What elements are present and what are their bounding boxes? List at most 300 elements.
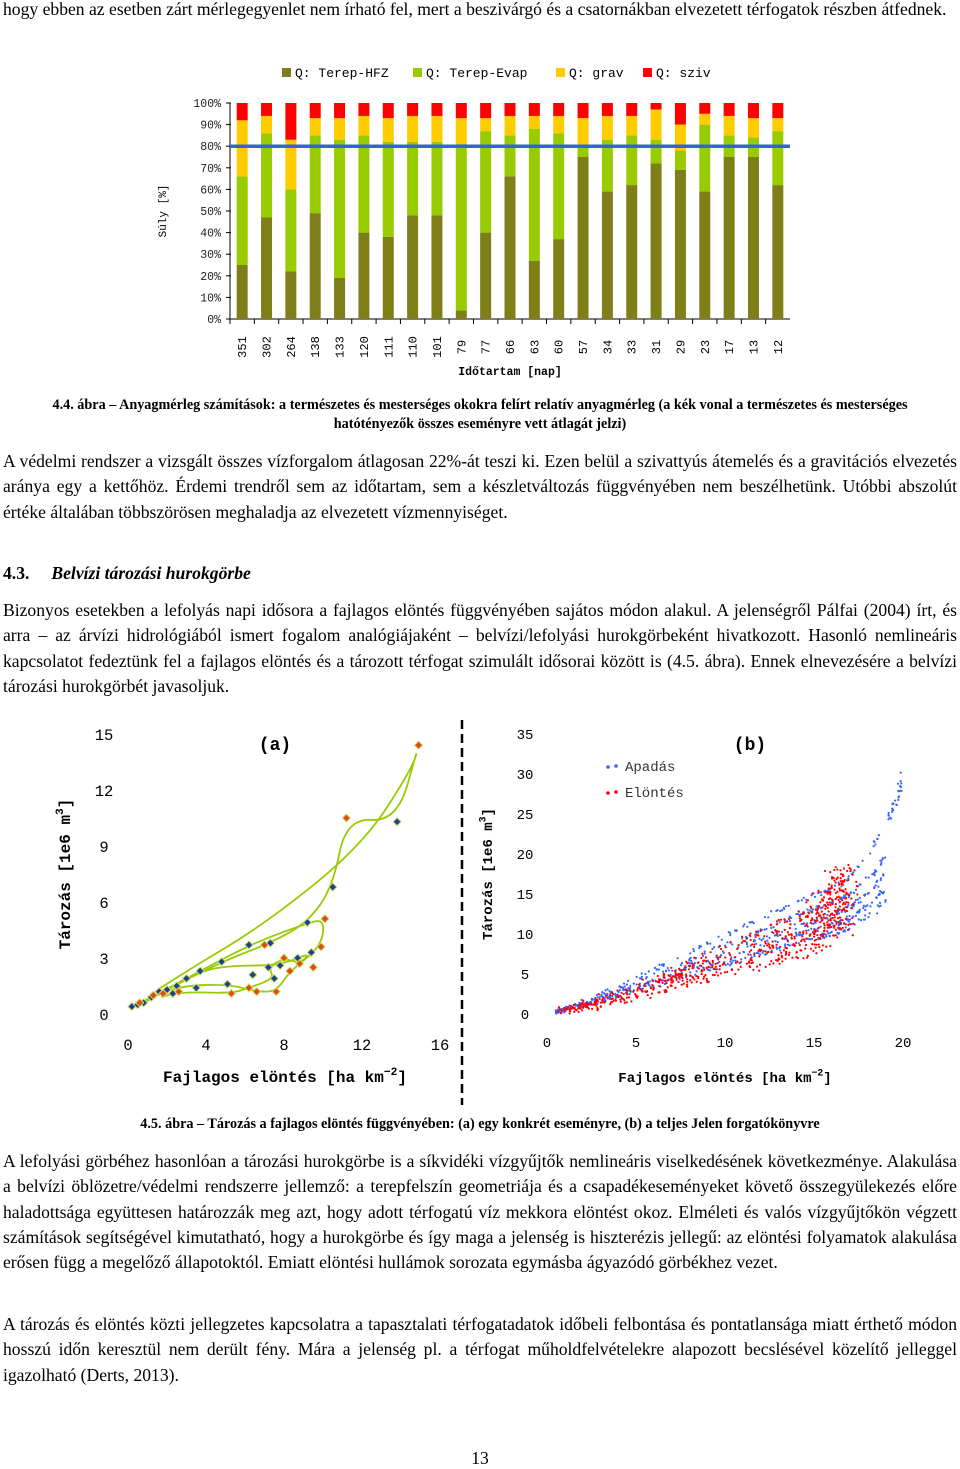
elontes-point [781,960,783,962]
elontes-point [836,913,838,915]
elontes-point [783,949,785,951]
elontes-point [831,898,833,900]
elontes-point [663,977,665,979]
elontes-point [685,961,687,963]
elontes-point [622,998,624,1000]
elontes-point [596,1007,598,1009]
bar-segment [407,142,418,215]
y-tick-label: 30% [200,249,221,263]
elontes-point [652,980,654,982]
elontes-point [845,918,847,920]
bar-segment [285,103,296,140]
bar-segment [383,118,394,142]
elontes-point [768,944,770,946]
apadas-point [692,948,694,950]
elontes-point [829,871,831,873]
elontes-point [807,925,809,927]
apadas-point [770,927,772,929]
elontes-point [765,942,767,944]
elontes-point [719,968,721,970]
apadas-point [636,976,638,978]
elontes-point [825,905,827,907]
elontes-point [838,895,840,897]
x-tick-label: 120 [357,336,372,358]
bar-segment [334,118,345,140]
x-tick-label: 13 [747,339,762,355]
elontes-point [594,1003,596,1005]
apadas-point [820,891,822,893]
apadas-point [704,952,706,954]
elontes-point [839,917,841,919]
apadas-point [681,962,683,964]
elontes-point [781,938,783,940]
apadas-point [785,905,787,907]
apadas-point [711,948,713,950]
elontes-point [731,968,733,970]
apadas-point [680,964,682,966]
bar-segment [237,120,248,176]
x-tick-label: 34 [601,339,616,355]
bar-segment [553,239,564,319]
apadas-point [702,955,704,957]
elontes-point [604,1001,606,1003]
elontes-point [814,943,816,945]
elontes-point [578,1011,580,1013]
bar-segment [578,103,589,118]
apadas-point [753,939,755,941]
elontes-point [574,1007,576,1009]
elontes-point [827,904,829,906]
apadas-point [734,929,736,931]
x-tick-label: 60 [552,339,567,355]
elontes-point [598,993,600,995]
elontes-point [712,960,714,962]
elontes-point [737,944,739,946]
elontes-point [573,1011,575,1013]
bar-segment [285,189,296,271]
elontes-point [815,908,817,910]
elontes-point [614,998,616,1000]
bar-segment [675,170,686,319]
elontes-point [769,947,771,949]
elontes-point [755,930,757,932]
elontes-point [681,977,683,979]
x-tick-label: 302 [260,336,275,358]
bar-segment [699,114,710,125]
bar-segment [553,133,564,239]
elontes-point [642,979,644,981]
elontes-point [815,947,817,949]
apadas-point [845,926,847,928]
elontes-point [840,877,842,879]
elontes-point [842,884,844,886]
elontes-point [671,985,673,987]
elontes-point [729,954,731,956]
storage-loop-chart-a [0,720,460,1105]
x-tick-label: 57 [577,339,592,355]
elontes-point [833,919,835,921]
apadas-point [875,881,877,883]
apadas-point [734,960,736,962]
elontes-point [828,910,830,912]
x-tick-label: 4 [201,1037,211,1055]
apadas-point [656,968,658,970]
elontes-point [851,907,853,909]
apadas-point [662,970,664,972]
apadas-point [806,908,808,910]
apadas-point [696,970,698,972]
elontes-point [705,960,707,962]
elontes-point [638,984,640,986]
elontes-point [805,938,807,940]
data-point-red [253,988,261,996]
elontes-point [810,905,812,907]
x-tick-label: 138 [309,336,324,358]
elontes-point [781,955,783,957]
bar-segment [237,103,248,120]
elontes-point [670,967,672,969]
elontes-point [626,1001,628,1003]
elontes-point [819,914,821,916]
apadas-point [892,802,894,804]
elontes-point [827,927,829,929]
apadas-point [726,941,728,943]
elontes-point [809,935,811,937]
elontes-point [846,870,848,872]
elontes-point [803,922,805,924]
bar-segment [651,103,662,109]
bar-segment [456,144,467,310]
elontes-point [805,901,807,903]
apadas-point [619,989,621,991]
apadas-point [658,969,660,971]
apadas-point [807,929,809,931]
apadas-point [858,866,860,868]
bar-segment [772,103,783,118]
elontes-point [641,990,643,992]
elontes-point [836,891,838,893]
apadas-point [755,943,757,945]
elontes-point [616,990,618,992]
bar-segment [285,271,296,319]
bar-segment [626,135,637,185]
elontes-point [778,919,780,921]
apadas-point [843,894,845,896]
elontes-point [659,985,661,987]
apadas-point [894,799,896,801]
apadas-point [774,940,776,942]
elontes-point [759,964,761,966]
elontes-point [734,973,736,975]
section-title: Belvízi tározási hurokgörbe [51,563,251,583]
apadas-point [744,957,746,959]
elontes-point [751,943,753,945]
y-tick-label: 20 [516,848,534,864]
elontes-point [625,990,627,992]
elontes-point [841,890,843,892]
elontes-point [772,962,774,964]
apadas-point [820,926,822,928]
apadas-point [777,941,779,943]
elontes-point [744,940,746,942]
apadas-point [877,886,879,888]
elontes-point [657,981,659,983]
elontes-point [826,891,828,893]
apadas-point [591,999,593,1001]
elontes-point [855,881,857,883]
apadas-point [897,799,899,801]
apadas-point [762,937,764,939]
elontes-point [836,936,838,938]
elontes-point [765,966,767,968]
bar-segment [261,217,272,319]
apadas-point [899,785,901,787]
bar-segment [602,192,613,319]
apadas-point [633,983,635,985]
elontes-point [695,975,697,977]
elontes-point [785,954,787,956]
elontes-point [797,957,799,959]
section-heading [3,563,251,584]
elontes-point [682,969,684,971]
apadas-point [730,963,732,965]
elontes-point [822,914,824,916]
y-tick-label: 40% [200,227,221,241]
bar-segment [651,163,662,319]
elontes-point [806,957,808,959]
elontes-point [839,927,841,929]
elontes-point [722,964,724,966]
elontes-point [638,986,640,988]
apadas-point [874,843,876,845]
y-tick-label: 6 [99,895,109,913]
elontes-point [776,920,778,922]
elontes-point [700,957,702,959]
elontes-point [689,965,691,967]
elontes-point [777,959,779,961]
elontes-point [705,956,707,958]
bar-segment [651,140,662,164]
elontes-point [758,969,760,971]
elontes-point [831,877,833,879]
elontes-point [693,957,695,959]
apadas-point [831,931,833,933]
bar-segment [407,116,418,142]
x-tick-label: 0 [123,1037,133,1055]
data-point-red [272,988,280,996]
elontes-point [616,994,618,996]
figure-4-4-caption: 4.4. ábra – Anyagmérleg számítások: a természetes és mesterséges okokra felírt relatív anyagmérleg (a kék vonal a természetes és mesterséges hatótényezők összes eseményre vett átlagát jelzi) [52,397,908,432]
elontes-point [802,913,804,915]
apadas-point [648,984,650,986]
elontes-point [628,996,630,998]
elontes-point [617,996,619,998]
bar-segment [480,118,491,131]
apadas-point [795,928,797,930]
elontes-point [799,915,801,917]
apadas-point [825,935,827,937]
bar-segment [310,213,321,319]
apadas-point [859,883,861,885]
legend-swatch [556,68,565,77]
elontes-point [784,929,786,931]
apadas-point [738,952,740,954]
elontes-point [697,961,699,963]
apadas-point [766,935,768,937]
elontes-point [714,974,716,976]
elontes-point [811,943,813,945]
elontes-point [607,997,609,999]
elontes-point [834,906,836,908]
elontes-point [823,930,825,932]
apadas-point [789,944,791,946]
apadas-point [706,943,708,945]
apadas-point [900,782,902,784]
elontes-point [688,968,690,970]
elontes-point [724,971,726,973]
elontes-point [811,917,813,919]
elontes-point [851,917,853,919]
elontes-point [740,966,742,968]
apadas-point [654,967,656,969]
elontes-point [581,1003,583,1005]
apadas-point [869,852,871,854]
elontes-point [820,917,822,919]
apadas-point [653,972,655,974]
bar-segment [407,215,418,319]
bar-segment [724,157,735,319]
elontes-point [839,889,841,891]
elontes-point [557,1010,559,1012]
elontes-point [560,1012,562,1014]
bar-segment [480,103,491,118]
apadas-point [869,912,871,914]
bar-segment [748,118,759,137]
elontes-point [842,909,844,911]
legend-marker [606,791,610,795]
elontes-point [823,916,825,918]
bar-segment [602,103,613,116]
elontes-point [705,967,707,969]
apadas-point [871,902,873,904]
apadas-point [882,892,884,894]
elontes-point [799,931,801,933]
bar-segment [480,233,491,319]
apadas-point [881,860,883,862]
elontes-point [801,935,803,937]
apadas-point [858,918,860,920]
legend-swatch [643,68,652,77]
elontes-point [805,944,807,946]
apadas-point [855,889,857,891]
elontes-point [838,921,840,923]
fig4-discussion-paragraph: A védelmi rendszer a vizsgált összes vízforgalom átlagosan 22%-át teszi ki. Ezen belül a szivattyús átemelés és a gravitációs elvezetés aránya egy a kettőhöz. Érdemi trendről sem az időtartam, sem a készletváltozás függvényében nem beszélhetünk. Utóbbi abszolút értéke általában többszörösen meghaladja az elvezetett vízmennyiséget. [3,451,957,522]
apadas-point [873,845,875,847]
apadas-point [713,946,715,948]
elontes-point [837,917,839,919]
elontes-point [741,942,743,944]
elontes-point [799,920,801,922]
elontes-point [605,995,607,997]
elontes-point [716,955,718,957]
elontes-point [829,945,831,947]
apadas-point [775,910,777,912]
x-tick-label: 351 [236,336,251,358]
elontes-point [802,932,804,934]
elontes-point [810,922,812,924]
apadas-point [732,960,734,962]
apadas-point [636,983,638,985]
elontes-point [726,971,728,973]
apadas-point [645,977,647,979]
apadas-point [609,990,611,992]
elontes-point [650,987,652,989]
elontes-point [818,927,820,929]
legend-swatch [282,68,291,77]
elontes-point [772,945,774,947]
elontes-point [611,992,613,994]
bar-segment [529,261,540,319]
bar-segment [334,278,345,319]
apadas-point [867,916,869,918]
apadas-point [871,873,873,875]
elontes-point [796,951,798,953]
legend-label: Q: Terep-HFZ [295,66,389,81]
apadas-point [788,905,790,907]
elontes-point [753,946,755,948]
observation-paragraph: A tározás és elöntés közti jellegzetes kapcsolatra a tapasztalati térfogatadatok időbeli felbontása és pontatlansága miatt érthető módon hosszú időn keresztül nem derült fény. Mára a jelenség pl. a térfogat műholdfelvételekre alapozott becslésével közelítő jelleggel igazolható (Derts, 2013). [3,1314,957,1385]
x-tick-label: 10 [716,1036,734,1052]
apadas-point [620,986,622,988]
elontes-point [821,899,823,901]
apadas-point [879,902,881,904]
bar-segment [431,215,442,319]
apadas-point [812,908,814,910]
elontes-point [841,919,843,921]
elontes-point [846,910,848,912]
elontes-point [856,885,858,887]
apadas-point [853,892,855,894]
y-tick-label: 3 [99,951,109,969]
x-tick-label: 63 [528,339,543,355]
apadas-point [855,899,857,901]
y-tick-label: 50% [200,206,221,219]
elontes-point [757,934,759,936]
apadas-point [840,885,842,887]
x-tick-label: 31 [650,339,665,355]
elontes-point [833,869,835,871]
elontes-point [753,952,755,954]
legend-swatch [413,68,422,77]
elontes-point [802,957,804,959]
apadas-point [767,916,769,918]
data-point-red [309,963,317,971]
elontes-point [843,923,845,925]
x-tick-label: 33 [625,339,640,355]
apadas-point [717,936,719,938]
apadas-point [875,896,877,898]
elontes-point [845,901,847,903]
elontes-point [753,944,755,946]
apadas-point [874,874,876,876]
elontes-point [629,990,631,992]
apadas-point [671,970,673,972]
elontes-point [634,993,636,995]
elontes-point [684,965,686,967]
bar-segment [699,125,710,192]
bar-segment [626,185,637,319]
panel-divider [459,720,465,1110]
